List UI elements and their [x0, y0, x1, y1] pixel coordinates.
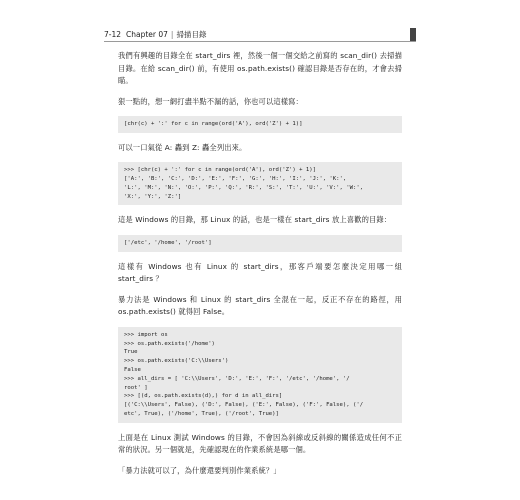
- page-header: [104, 27, 416, 42]
- body-paragraph: 這樣有 Windows 也有 Linux 的 start_dirs，那客戶端要怎麼決定用哪一組 start_dirs ？: [118, 261, 402, 284]
- page-footer: [104, 476, 416, 484]
- body-paragraph: 「暴力法就可以了，為什麼還要判別作業系統？」: [118, 465, 281, 475]
- body-paragraph: 上面是在 Linux 測試 Windows 的目錄，不會因為斜線或反斜線的關係造成任何不正常的狀況。另一個就是，先確認現在的作業系統是哪一個。: [118, 432, 402, 455]
- chapter-separator: |: [170, 30, 174, 39]
- header-rule: [104, 41, 416, 42]
- page-body: [118, 50, 402, 485]
- body-paragraph: 狠一點的，想一網打盡半點不漏的話，你也可以這樣寫：: [118, 96, 303, 106]
- body-paragraph: 我們有興趣的目錄全在 start_dirs 裡，然後一個一個交給之前寫的 scan_dir() 去掃描目錄。在給 scan_dir() 前，有使用 os.path.exists() 確認目錄是否存在的，才會去掃瞄。: [118, 51, 402, 85]
- body-paragraph: 這是 Windows 的目錄，那 Linux 的話，也是一樣在 start_dirs 放上喜歡的目錄：: [118, 215, 392, 225]
- code-block: >>> import os >>> os.path.exists('/home') True >>> os.path.exists('C:\\Users') False >>> all_dirs = [ 'C:\\Users', 'D:', 'E:', 'F:', '/etc', '/home', '/ root' ] >>> [(d, os.path.exists(d),) for d in all_dirs] [('C:\\Users', False), ('D:', False), ('E:', False), ('F:', False), ('/ etc', True), ('/home', True), ('/root', True)]: [118, 327, 402, 423]
- chapter-title: 掃描目錄: [176, 30, 207, 39]
- body-paragraph: 可以一口氣從 A: 轟到 Z: 轟全列出來。: [118, 142, 247, 152]
- code-block: >>> [chr(c) + ':' for c in range(ord('A'), ord('Z') + 1)] ['A:', 'B:', 'C:', 'D:', 'E:', 'F:', 'G:', 'H:', 'I:', 'J:', 'K:', 'L:', 'M:', 'N:', 'O:', 'P:', 'Q:', 'R:', 'S:', 'T:', 'U:', 'V:', 'W:', 'X:', 'Y:', 'Z:']: [118, 162, 402, 205]
- code-block: ['/etc', '/home', '/root']: [118, 235, 402, 252]
- body-paragraph: 暴力法是 Windows 和 Linux 的 start_dirs 全混在一起，反正不存在的路徑，用 os.path.exists() 就得回 False。: [118, 294, 402, 317]
- code-block: [chr(c) + ':' for c in range(ord('A'), ord('Z') + 1)]: [118, 116, 402, 133]
- chapter-heading: [126, 27, 206, 42]
- page-number: 7-12: [104, 30, 122, 39]
- chapter-label: Chapter 07: [126, 30, 168, 39]
- chapter-tab-marker: [410, 28, 416, 41]
